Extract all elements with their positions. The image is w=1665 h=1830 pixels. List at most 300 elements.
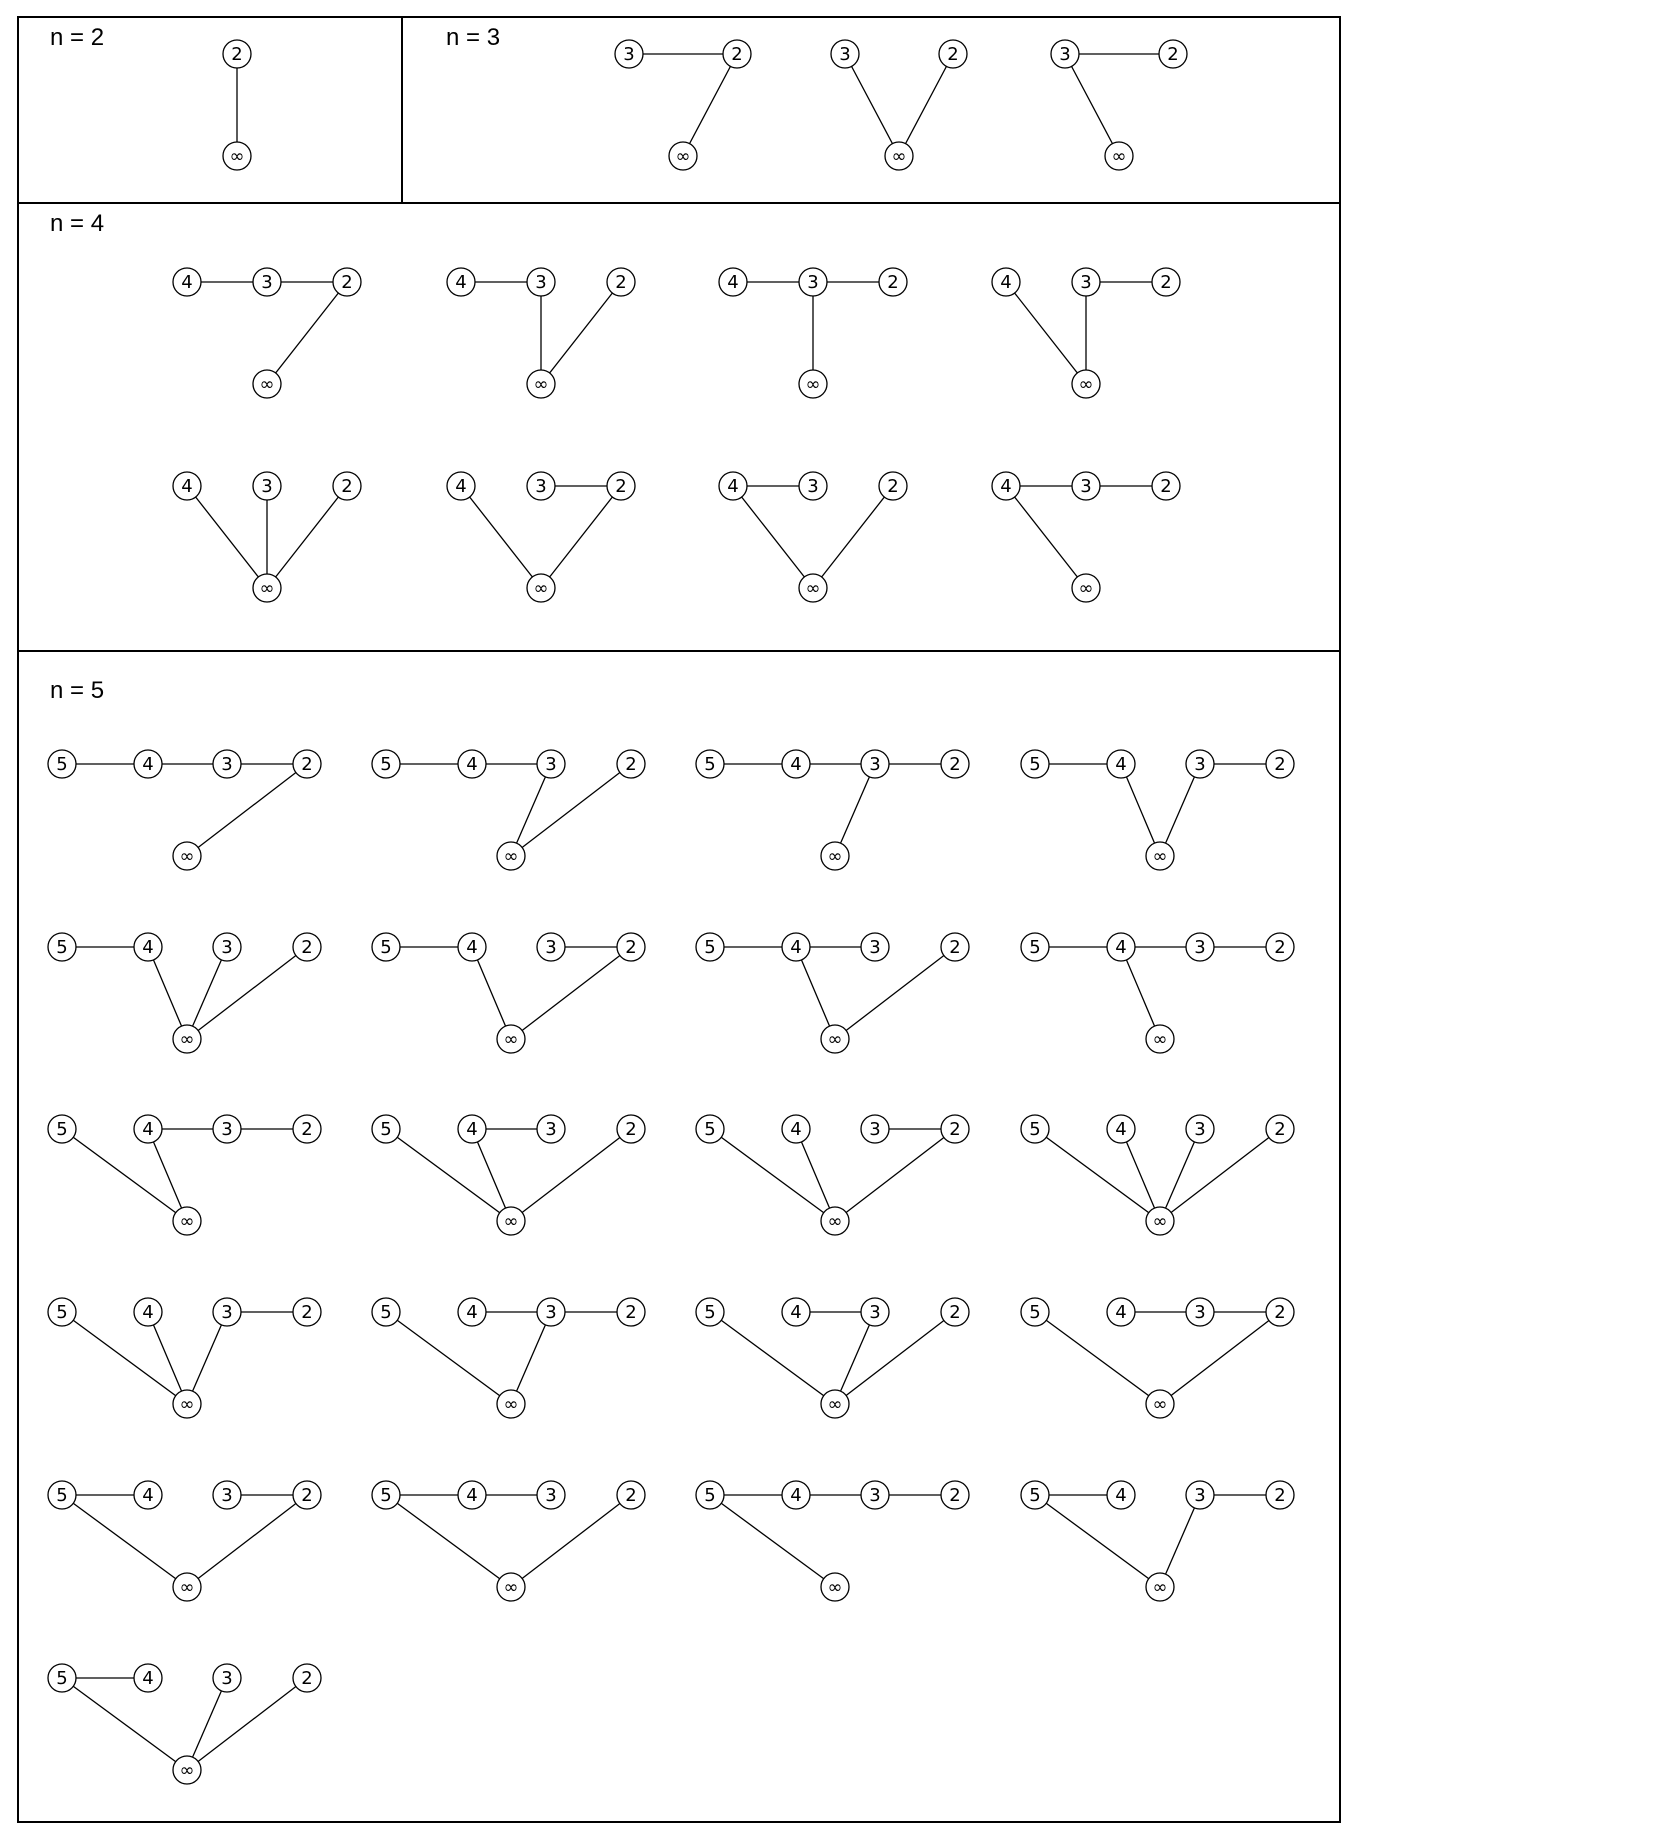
node-label: 3 (545, 754, 557, 775)
node-label: ∞ (827, 1394, 843, 1415)
node-label: 4 (466, 1485, 478, 1506)
node-5 (696, 1298, 724, 1326)
node-3 (213, 750, 241, 778)
node-label: ∞ (675, 146, 691, 167)
node-label: 2 (301, 1119, 313, 1140)
node-inf (173, 1207, 201, 1235)
node-2 (1152, 268, 1180, 296)
node-3 (861, 750, 889, 778)
node-2 (941, 1115, 969, 1143)
node-2 (1266, 933, 1294, 961)
node-label: 4 (142, 1119, 154, 1140)
edge-5-inf (1035, 1495, 1160, 1587)
node-label: ∞ (1152, 1211, 1168, 1232)
graph-n3-2 (831, 40, 967, 170)
node-4 (173, 472, 201, 500)
node-label: 2 (1274, 937, 1286, 958)
node-4 (1107, 1481, 1135, 1509)
node-inf (885, 142, 913, 170)
node-5 (1021, 750, 1049, 778)
node-label: 2 (615, 476, 627, 497)
node-label: 4 (142, 754, 154, 775)
node-2 (293, 1298, 321, 1326)
panel-label-n4: n = 4 (50, 210, 105, 237)
node-inf (527, 574, 555, 602)
node-label: 2 (341, 476, 353, 497)
node-label: 4 (142, 1302, 154, 1323)
edge-2-inf (511, 947, 631, 1039)
node-inf (173, 1573, 201, 1601)
node-label: 4 (790, 754, 802, 775)
node-3 (537, 1115, 565, 1143)
node-label: 4 (727, 476, 739, 497)
node-inf (821, 1390, 849, 1418)
node-label: 4 (466, 754, 478, 775)
node-3 (861, 1481, 889, 1509)
node-4 (447, 268, 475, 296)
node-label: 3 (869, 937, 881, 958)
node-label: 4 (790, 1119, 802, 1140)
graph-drawings (48, 40, 1294, 1784)
node-inf (1146, 842, 1174, 870)
node-4 (134, 750, 162, 778)
edge-3-inf (1160, 1129, 1200, 1221)
node-5 (696, 1481, 724, 1509)
graph-n5-10 (372, 1115, 645, 1235)
edge-5-inf (62, 1129, 187, 1221)
node-label: 3 (535, 476, 547, 497)
node-label: 5 (1029, 1485, 1041, 1506)
node-label: ∞ (503, 1029, 519, 1050)
edge-3-inf (1160, 1495, 1200, 1587)
node-label: 2 (341, 272, 353, 293)
node-inf (1105, 142, 1133, 170)
node-label: ∞ (503, 846, 519, 867)
edge-5-inf (710, 1129, 835, 1221)
node-label: 3 (869, 1302, 881, 1323)
node-label: ∞ (1078, 578, 1094, 599)
node-3 (1186, 1481, 1214, 1509)
node-label: ∞ (1152, 1394, 1168, 1415)
edge-2-inf (683, 54, 737, 156)
node-label: 5 (1029, 937, 1041, 958)
node-label: 5 (56, 937, 68, 958)
node-inf (799, 574, 827, 602)
node-label: 2 (1160, 476, 1172, 497)
node-label: 2 (887, 272, 899, 293)
node-label: 2 (625, 1119, 637, 1140)
node-5 (696, 933, 724, 961)
node-label: 3 (869, 754, 881, 775)
edge-2-inf (187, 947, 307, 1039)
edge-3-inf (511, 764, 551, 856)
node-label: 3 (623, 44, 635, 65)
node-2 (293, 1664, 321, 1692)
node-label: 3 (261, 476, 273, 497)
node-label: 2 (301, 1668, 313, 1689)
node-4 (134, 1298, 162, 1326)
node-2 (1266, 1481, 1294, 1509)
node-4 (173, 268, 201, 296)
edge-2-inf (511, 1129, 631, 1221)
node-inf (253, 370, 281, 398)
node-label: 2 (731, 44, 743, 65)
node-label: 5 (56, 1302, 68, 1323)
node-inf (497, 1207, 525, 1235)
node-4 (134, 1664, 162, 1692)
graph-n5-8 (1021, 933, 1294, 1053)
node-label: 2 (231, 44, 243, 65)
edge-4-inf (1006, 486, 1086, 588)
edge-4-inf (148, 947, 187, 1039)
node-label: ∞ (1152, 1577, 1168, 1598)
edge-4-inf (472, 947, 511, 1039)
node-3 (861, 933, 889, 961)
node-label: ∞ (827, 1211, 843, 1232)
node-3 (253, 268, 281, 296)
edge-2-inf (511, 764, 631, 856)
node-5 (372, 750, 400, 778)
node-label: 5 (704, 1119, 716, 1140)
node-label: 2 (301, 754, 313, 775)
edge-3-inf (1160, 764, 1200, 856)
node-label: 3 (545, 1302, 557, 1323)
node-label: 3 (221, 1668, 233, 1689)
graph-n3-1 (615, 40, 751, 170)
node-label: 4 (1000, 272, 1012, 293)
node-2 (607, 268, 635, 296)
graph-n5-7 (696, 933, 969, 1053)
edge-5-inf (62, 1678, 187, 1770)
graph-n4-8 (992, 472, 1180, 602)
node-label: 4 (466, 937, 478, 958)
node-2 (941, 1481, 969, 1509)
node-label: ∞ (179, 1577, 195, 1598)
node-inf (1146, 1025, 1174, 1053)
node-2 (293, 1481, 321, 1509)
node-4 (782, 750, 810, 778)
node-2 (333, 268, 361, 296)
node-label: 2 (625, 937, 637, 958)
graph-n5-13 (48, 1298, 321, 1418)
node-label: 3 (221, 1302, 233, 1323)
node-4 (458, 750, 486, 778)
node-5 (48, 1664, 76, 1692)
node-label: ∞ (259, 578, 275, 599)
node-2 (617, 1115, 645, 1143)
node-3 (861, 1115, 889, 1143)
node-inf (173, 842, 201, 870)
node-label: 5 (380, 754, 392, 775)
graph-n2-1 (223, 40, 251, 170)
node-label: ∞ (179, 1394, 195, 1415)
edge-3-inf (835, 1312, 875, 1404)
node-label: 2 (949, 1485, 961, 1506)
node-label: ∞ (533, 578, 549, 599)
node-2 (293, 750, 321, 778)
node-4 (1107, 750, 1135, 778)
node-3 (861, 1298, 889, 1326)
node-inf (173, 1025, 201, 1053)
node-label: 2 (625, 1485, 637, 1506)
node-label: 4 (1115, 1302, 1127, 1323)
node-3 (537, 933, 565, 961)
graph-n5-17 (48, 1481, 321, 1601)
node-label: 2 (887, 476, 899, 497)
node-label: 3 (839, 44, 851, 65)
node-3 (527, 472, 555, 500)
node-label: 3 (1194, 1302, 1206, 1323)
graph-n5-5 (48, 933, 321, 1053)
node-2 (333, 472, 361, 500)
node-2 (293, 933, 321, 961)
node-inf (821, 1207, 849, 1235)
node-2 (617, 750, 645, 778)
edge-2-inf (187, 1495, 307, 1587)
node-label: 4 (790, 1302, 802, 1323)
node-2 (723, 40, 751, 68)
node-2 (879, 268, 907, 296)
node-3 (213, 1298, 241, 1326)
node-label: 2 (1274, 1485, 1286, 1506)
node-label: ∞ (179, 846, 195, 867)
node-4 (134, 1481, 162, 1509)
graph-n4-6 (447, 472, 635, 602)
node-label: 3 (261, 272, 273, 293)
graph-n5-21 (48, 1664, 321, 1784)
node-inf (497, 1390, 525, 1418)
node-label: 3 (1080, 272, 1092, 293)
node-label: 3 (1194, 937, 1206, 958)
node-inf (497, 1025, 525, 1053)
node-5 (48, 1115, 76, 1143)
graph-n4-2 (447, 268, 635, 398)
node-label: 4 (1115, 1485, 1127, 1506)
edge-5-inf (386, 1495, 511, 1587)
node-2 (1266, 1115, 1294, 1143)
edge-2-inf (511, 1495, 631, 1587)
edge-5-inf (386, 1312, 511, 1404)
node-4 (447, 472, 475, 500)
node-4 (719, 268, 747, 296)
node-2 (617, 1481, 645, 1509)
edge-3-inf (835, 764, 875, 856)
edge-5-inf (710, 1312, 835, 1404)
node-label: 3 (221, 754, 233, 775)
node-2 (941, 750, 969, 778)
graph-n4-7 (719, 472, 907, 602)
node-label: ∞ (1152, 846, 1168, 867)
node-label: 4 (455, 476, 467, 497)
edge-4-inf (461, 486, 541, 588)
graph-n4-5 (173, 472, 361, 602)
node-2 (941, 933, 969, 961)
node-label: 3 (535, 272, 547, 293)
node-inf (1146, 1390, 1174, 1418)
node-label: 5 (380, 937, 392, 958)
edge-3-inf (187, 1312, 227, 1404)
node-label: 4 (142, 1668, 154, 1689)
graph-n5-1 (48, 750, 321, 870)
node-label: 4 (181, 476, 193, 497)
node-4 (458, 1115, 486, 1143)
graph-n3-3 (1051, 40, 1187, 170)
node-4 (782, 1481, 810, 1509)
node-label: ∞ (503, 1394, 519, 1415)
edge-3-inf (845, 54, 899, 156)
edge-5-inf (386, 1129, 511, 1221)
node-label: 3 (1080, 476, 1092, 497)
node-label: 3 (545, 1485, 557, 1506)
node-label: 4 (466, 1302, 478, 1323)
node-2 (1266, 750, 1294, 778)
node-label: 2 (1167, 44, 1179, 65)
node-label: 4 (1115, 937, 1127, 958)
node-label: 3 (221, 937, 233, 958)
node-label: ∞ (179, 1029, 195, 1050)
node-2 (607, 472, 635, 500)
node-label: 3 (1194, 1485, 1206, 1506)
graph-n5-16 (1021, 1298, 1294, 1418)
node-2 (617, 933, 645, 961)
edge-2-inf (187, 1678, 307, 1770)
graph-n5-20 (1021, 1481, 1294, 1601)
node-5 (1021, 1115, 1049, 1143)
panel-label-n5: n = 5 (50, 677, 105, 704)
edge-2-inf (187, 764, 307, 856)
node-label: ∞ (179, 1760, 195, 1781)
node-3 (615, 40, 643, 68)
node-label: 2 (1274, 1302, 1286, 1323)
node-label: 2 (625, 1302, 637, 1323)
node-label: ∞ (229, 146, 245, 167)
node-label: ∞ (827, 1577, 843, 1598)
node-label: 3 (807, 476, 819, 497)
graph-n5-12 (1021, 1115, 1294, 1235)
node-label: ∞ (1152, 1029, 1168, 1050)
node-4 (782, 1115, 810, 1143)
node-label: 4 (790, 937, 802, 958)
edge-2-inf (835, 1129, 955, 1221)
node-inf (223, 142, 251, 170)
node-5 (372, 1115, 400, 1143)
edge-2-inf (835, 947, 955, 1039)
edge-4-inf (733, 486, 813, 588)
node-label: 4 (1115, 754, 1127, 775)
edge-4-inf (1121, 947, 1160, 1039)
graph-n4-1 (173, 268, 361, 398)
edge-3-inf (187, 1678, 227, 1770)
node-2 (941, 1298, 969, 1326)
graph-n5-14 (372, 1298, 645, 1418)
node-label: 5 (1029, 1119, 1041, 1140)
node-label: 3 (1059, 44, 1071, 65)
node-label: 5 (380, 1485, 392, 1506)
node-4 (1107, 1115, 1135, 1143)
node-4 (992, 472, 1020, 500)
edge-4-inf (1006, 282, 1086, 384)
node-3 (1186, 1298, 1214, 1326)
node-label: 3 (545, 937, 557, 958)
node-label: 2 (625, 754, 637, 775)
node-label: 2 (301, 1302, 313, 1323)
node-label: 3 (1194, 1119, 1206, 1140)
node-label: ∞ (1078, 374, 1094, 395)
node-inf (669, 142, 697, 170)
node-3 (537, 750, 565, 778)
edge-2-inf (899, 54, 953, 156)
node-3 (1072, 472, 1100, 500)
edge-2-inf (541, 486, 621, 588)
node-3 (1051, 40, 1079, 68)
panel-frames (18, 17, 1340, 1822)
panel-label-n3: n = 3 (446, 24, 501, 51)
node-3 (527, 268, 555, 296)
node-label: 5 (1029, 1302, 1041, 1323)
node-3 (213, 1481, 241, 1509)
graph-n4-4 (992, 268, 1180, 398)
edge-4-inf (187, 486, 267, 588)
figure-border (18, 17, 1340, 1822)
node-label: 2 (301, 937, 313, 958)
node-label: 2 (949, 754, 961, 775)
node-5 (696, 750, 724, 778)
node-label: ∞ (533, 374, 549, 395)
graph-n5-6 (372, 933, 645, 1053)
graph-n5-18 (372, 1481, 645, 1601)
node-inf (497, 842, 525, 870)
node-3 (537, 1481, 565, 1509)
node-label: ∞ (179, 1211, 195, 1232)
node-3 (799, 472, 827, 500)
edge-2-inf (267, 282, 347, 384)
node-label: 3 (221, 1485, 233, 1506)
graph-n5-19 (696, 1481, 969, 1601)
node-label: 3 (807, 272, 819, 293)
node-label: 3 (1194, 754, 1206, 775)
node-2 (1152, 472, 1180, 500)
edge-4-inf (796, 947, 835, 1039)
node-inf (821, 1025, 849, 1053)
node-label: 5 (380, 1119, 392, 1140)
node-2 (1159, 40, 1187, 68)
edge-5-inf (710, 1495, 835, 1587)
node-label: 4 (1115, 1119, 1127, 1140)
node-5 (372, 933, 400, 961)
node-label: 4 (142, 1485, 154, 1506)
edge-5-inf (62, 1495, 187, 1587)
edge-5-inf (1035, 1129, 1160, 1221)
graph-n5-11 (696, 1115, 969, 1235)
node-3 (1186, 933, 1214, 961)
node-3 (799, 268, 827, 296)
edge-3-inf (511, 1312, 551, 1404)
node-5 (696, 1115, 724, 1143)
node-5 (372, 1481, 400, 1509)
node-label: 4 (727, 272, 739, 293)
node-3 (213, 1664, 241, 1692)
node-inf (1146, 1207, 1174, 1235)
node-label: ∞ (891, 146, 907, 167)
node-3 (537, 1298, 565, 1326)
edge-4-inf (1121, 764, 1160, 856)
edge-2-inf (541, 282, 621, 384)
node-label: 5 (1029, 754, 1041, 775)
node-label: 5 (704, 937, 716, 958)
node-inf (1146, 1573, 1174, 1601)
node-3 (253, 472, 281, 500)
node-4 (458, 933, 486, 961)
